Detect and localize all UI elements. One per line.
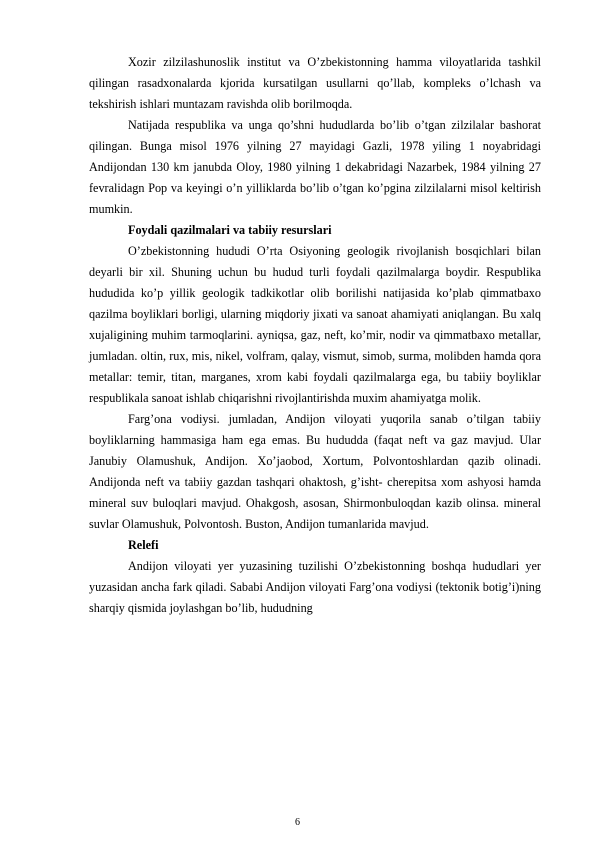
paragraph-fergana-valley: Farg’ona vodiysi. jumladan, Andijon viloyati yuqorila sanab o’tilgan tabiiy boyliklarning hammasiga ham ega emas. Bu hududda (faqat neft va gaz mavjud. Ular Janubiy Olamushuk, Andijon. Xo’jaobod, Xortum, Polvontoshlardan qazib olinadi. Andijonda neft va tabiiy gazdan tashqari ohaktosh, g’isht- cherepitsa xom ashyosi hamda mineral suv buloqlari mavjud. Ohakgosh, asosan, Shirmonbuloqdan kazib olinsa. mineral suvlar Olamushuk, Polvontosh. Buston, Andijon tumanlarida mavjud. <box>89 412 541 531</box>
paragraph-earthquake-forecasts: Natijada respublika va unga qo’shni hududlarda bo’lib o’tgan zilzilalar bashorat qilingan. Bunga misol 1976 yilning 27 mayidagi Gazli, 1978 yiling 1 noyabridagi Andijondan 130 km janubda Oloy, 1980 yilning 1 dekabridagi Nazarbek, 1984 yilning 27 fevralidagn Pop va keyingi o’n yilliklarda bo’lib o’tgan ko’pgina zilzilalarni misol keltirish mumkin. <box>89 118 541 216</box>
paragraph-uzbekistan-minerals: O’zbekistonning hududi O’rta Osiyoning geologik rivojlanish bosqichlari bilan deyarli bir xil. Shuning uchun bu hudud turli foydali qazilmalarga boydir. Respublika hududida ko’p yillik geologik tadkikotlar olib borilishi natijasida ko’plab qimmatbaxo qazilma boyliklari borligi, ularning miqdoriy jixati va sanoat ahamiyati aniqlangan. Bu xalq xujaligining muhim tarmoqlarini. ayniqsa, gaz, neft, ko’mir, nodir va qimmatbaxo metallar, jumladan. oltin, rux, mis, nikel, volfram, qalay, vismut, simob, surma, molibden hamda qora metallar: temir, titan, marganes, xrom kabi foydali qazilmalarga ega, bu tabiiy boyliklar respublikala sanoat ishlab chiqarishni rivojlantirishda muxim ahamiyatga molik. <box>89 244 541 405</box>
paragraph-seismic-monitoring: Xozir zilzilashunoslik institut va O’zbekistonning hamma viloyatlarida tashkil qilingan rasadxonalarda kjorida kursatilgan usullarni qo’llab, kompleks o’lchash va tekshirish ishlari muntazam ravishda olib borilmoqda. <box>89 55 541 111</box>
paragraph-andijan-relief: Andijon viloyati yer yuzasining tuzilishi O’zbekistonning boshqa hududlari yer yuzasidan ancha fark qiladi. Sababi Andijon viloyati Farg’ona vodiysi (tektonik botig’i)ning sharqiy qismida joylashgan bo’lib, hududning <box>89 559 541 615</box>
heading-relief: Relefi <box>128 538 159 552</box>
page-number: 6 <box>295 817 300 828</box>
heading-mineral-resources: Foydali qazilmalari va tabiiy resurslari <box>128 223 332 237</box>
page-content <box>89 52 541 619</box>
